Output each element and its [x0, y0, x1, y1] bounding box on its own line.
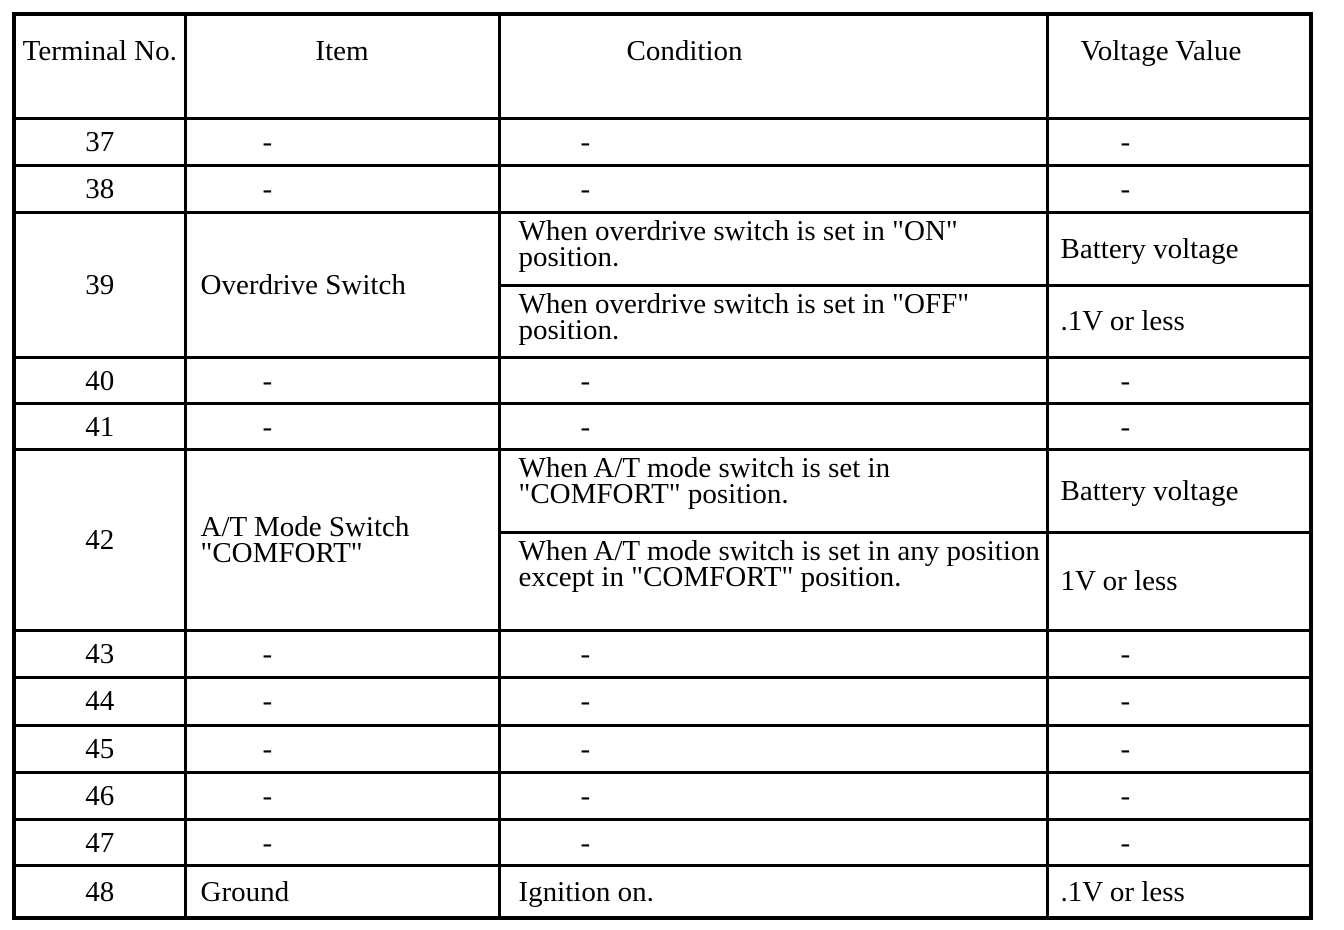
- condition-cell: -: [499, 404, 1047, 450]
- condition-cell: When A/T mode switch is set in any position except in "COMFORT" position.: [499, 532, 1047, 630]
- header-voltage-value: Voltage Value: [1047, 16, 1309, 118]
- condition-cell: When overdrive switch is set in "OFF" position.: [499, 285, 1047, 357]
- table-row: [16, 631, 1309, 678]
- item-cell: -: [185, 678, 499, 725]
- voltage-cell: Battery voltage: [1047, 213, 1309, 285]
- table-row: [16, 866, 1309, 916]
- terminal-number: 43: [16, 631, 185, 678]
- terminal-voltage-table-frame: [12, 12, 1313, 920]
- terminal-number: 38: [16, 166, 185, 213]
- terminal-number: 46: [16, 772, 185, 819]
- condition-cell: When A/T mode switch is set in "COMFORT" position.: [499, 450, 1047, 532]
- condition-cell: -: [499, 820, 1047, 866]
- item-cell: -: [185, 166, 499, 213]
- table-row: [16, 213, 1309, 285]
- header-terminal-no: Terminal No.: [16, 16, 185, 118]
- voltage-cell: .1V or less: [1047, 285, 1309, 357]
- condition-cell: -: [499, 631, 1047, 678]
- table-row: [16, 725, 1309, 772]
- item-cell: -: [185, 404, 499, 450]
- item-cell: Overdrive Switch: [185, 213, 499, 358]
- terminal-number: 37: [16, 118, 185, 165]
- item-cell: -: [185, 631, 499, 678]
- voltage-cell: -: [1047, 725, 1309, 772]
- voltage-cell: 1V or less: [1047, 532, 1309, 630]
- table-row: [16, 118, 1309, 165]
- condition-cell: -: [499, 166, 1047, 213]
- voltage-cell: -: [1047, 820, 1309, 866]
- terminal-number: 47: [16, 820, 185, 866]
- table-row: [16, 820, 1309, 866]
- condition-cell: When overdrive switch is set in "ON" position.: [499, 213, 1047, 285]
- terminal-number: 39: [16, 213, 185, 358]
- condition-cell: -: [499, 725, 1047, 772]
- terminal-number: 41: [16, 404, 185, 450]
- item-cell: -: [185, 118, 499, 165]
- table-row: [16, 450, 1309, 532]
- voltage-cell: -: [1047, 631, 1309, 678]
- item-cell: -: [185, 772, 499, 819]
- voltage-cell: -: [1047, 357, 1309, 403]
- item-cell: -: [185, 820, 499, 866]
- voltage-cell: Battery voltage: [1047, 450, 1309, 532]
- condition-cell: Ignition on.: [499, 866, 1047, 916]
- table-row: [16, 357, 1309, 403]
- item-cell: -: [185, 725, 499, 772]
- condition-cell: -: [499, 772, 1047, 819]
- item-cell: Ground: [185, 866, 499, 916]
- header-item: Item: [185, 16, 499, 118]
- condition-cell: -: [499, 118, 1047, 165]
- table-row: [16, 404, 1309, 450]
- table-header-row: [16, 16, 1309, 118]
- terminal-number: 45: [16, 725, 185, 772]
- voltage-cell: -: [1047, 678, 1309, 725]
- terminal-number: 48: [16, 866, 185, 916]
- terminal-number: 40: [16, 357, 185, 403]
- table-row: [16, 678, 1309, 725]
- voltage-cell: .1V or less: [1047, 866, 1309, 916]
- terminal-number: 44: [16, 678, 185, 725]
- voltage-cell: -: [1047, 404, 1309, 450]
- voltage-cell: -: [1047, 772, 1309, 819]
- item-cell: -: [185, 357, 499, 403]
- condition-cell: -: [499, 357, 1047, 403]
- header-condition: Condition: [499, 16, 1047, 118]
- voltage-cell: -: [1047, 166, 1309, 213]
- terminal-voltage-table: [16, 16, 1309, 916]
- item-cell: A/T Mode Switch "COMFORT": [185, 450, 499, 631]
- table-row: [16, 166, 1309, 213]
- terminal-number: 42: [16, 450, 185, 631]
- table-row: [16, 772, 1309, 819]
- voltage-cell: -: [1047, 118, 1309, 165]
- condition-cell: -: [499, 678, 1047, 725]
